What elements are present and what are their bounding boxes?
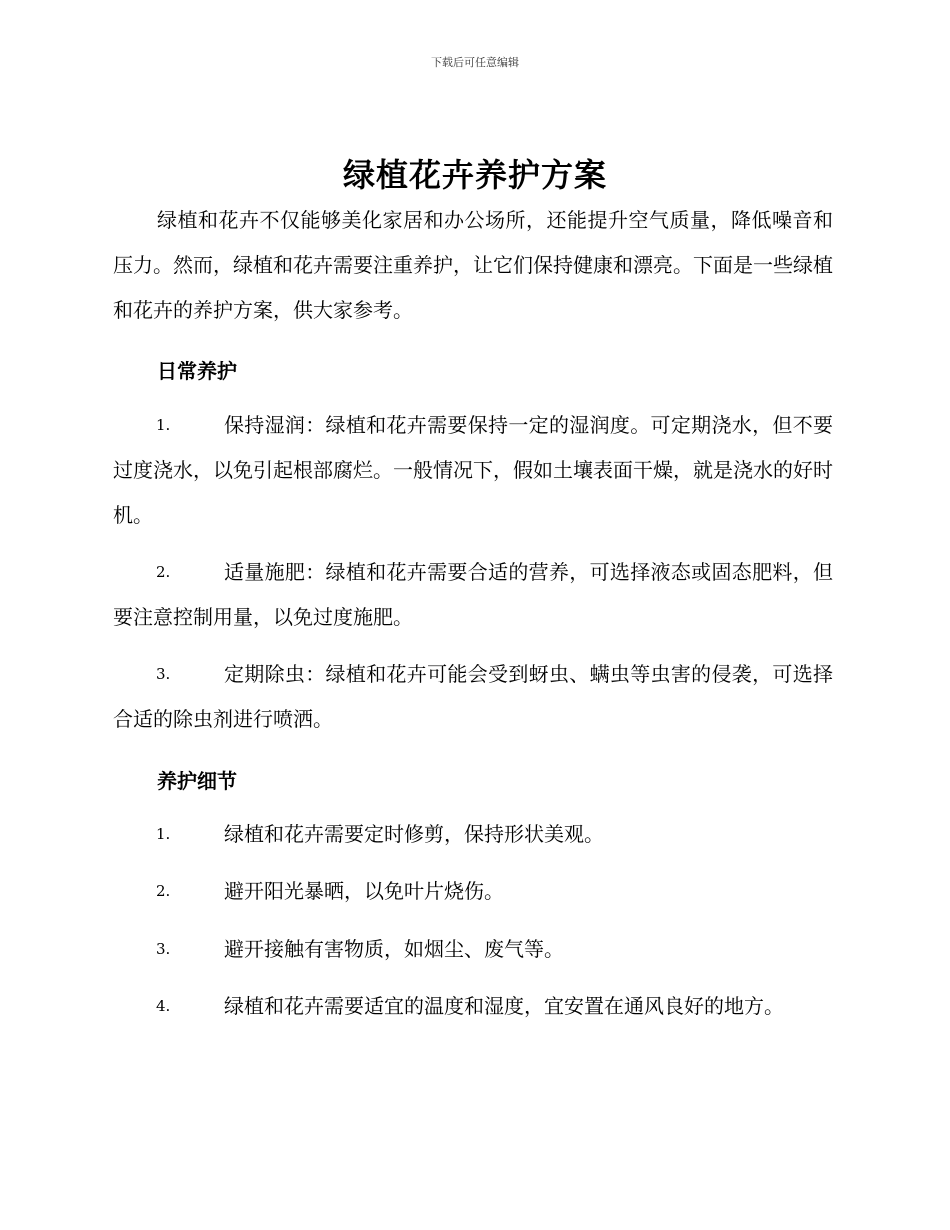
list-item: [113, 652, 833, 742]
list-item-number: 1.: [156, 416, 171, 434]
list-item: [113, 403, 833, 538]
list-item: [113, 927, 833, 972]
list-item-text: 保持湿润：绿植和花卉需要保持一定的湿润度。可定期浇水，但不要过度浇水，以免引起根部腐烂。一般情况下，假如土壤表面干燥，就是浇水的好时机。: [113, 413, 833, 527]
section-heading-daily-care: 日常养护: [157, 359, 237, 383]
list-item-number: 3.: [156, 940, 171, 958]
list-item-text: 定期除虫：绿植和花卉可能会受到蚜虫、螨虫等虫害的侵袭，可选择合适的除虫剂进行喷洒。: [113, 662, 833, 731]
list-item-number: 3.: [156, 665, 171, 683]
list-item-number: 4.: [156, 997, 171, 1015]
list-item-text: 绿植和花卉需要定时修剪，保持形状美观。: [224, 822, 604, 846]
list-item-text: 避开阳光暴晒，以免叶片烧伤。: [224, 879, 504, 903]
list-item-text: 适量施肥：绿植和花卉需要合适的营养，可选择液态或固态肥料，但要注意控制用量，以免过度施肥。: [113, 560, 833, 629]
list-item: [113, 869, 833, 914]
list-item-number: 1.: [156, 825, 171, 843]
list-item-text: 避开接触有害物质，如烟尘、废气等。: [224, 937, 564, 961]
list-item: [113, 812, 833, 857]
section-heading-care-details: 养护细节: [157, 769, 237, 793]
list-item-number: 2.: [156, 563, 171, 581]
list-item-number: 2.: [156, 882, 171, 900]
header-note: 下载后可任意编辑: [431, 56, 519, 69]
page-title: 绿植花卉养护方案: [342, 156, 607, 194]
intro-paragraph: 绿植和花卉不仅能够美化家居和办公场所，还能提升空气质量，降低噪音和压力。然而，绿植和花卉需要注重养护，让它们保持健康和漂亮。下面是一些绿植和花卉的养护方案，供大家参考。: [113, 208, 833, 322]
list-item-text: 绿植和花卉需要适宜的温度和湿度，宜安置在通风良好的地方。: [224, 994, 784, 1018]
list-item: [113, 550, 833, 640]
list-item: [113, 984, 833, 1029]
